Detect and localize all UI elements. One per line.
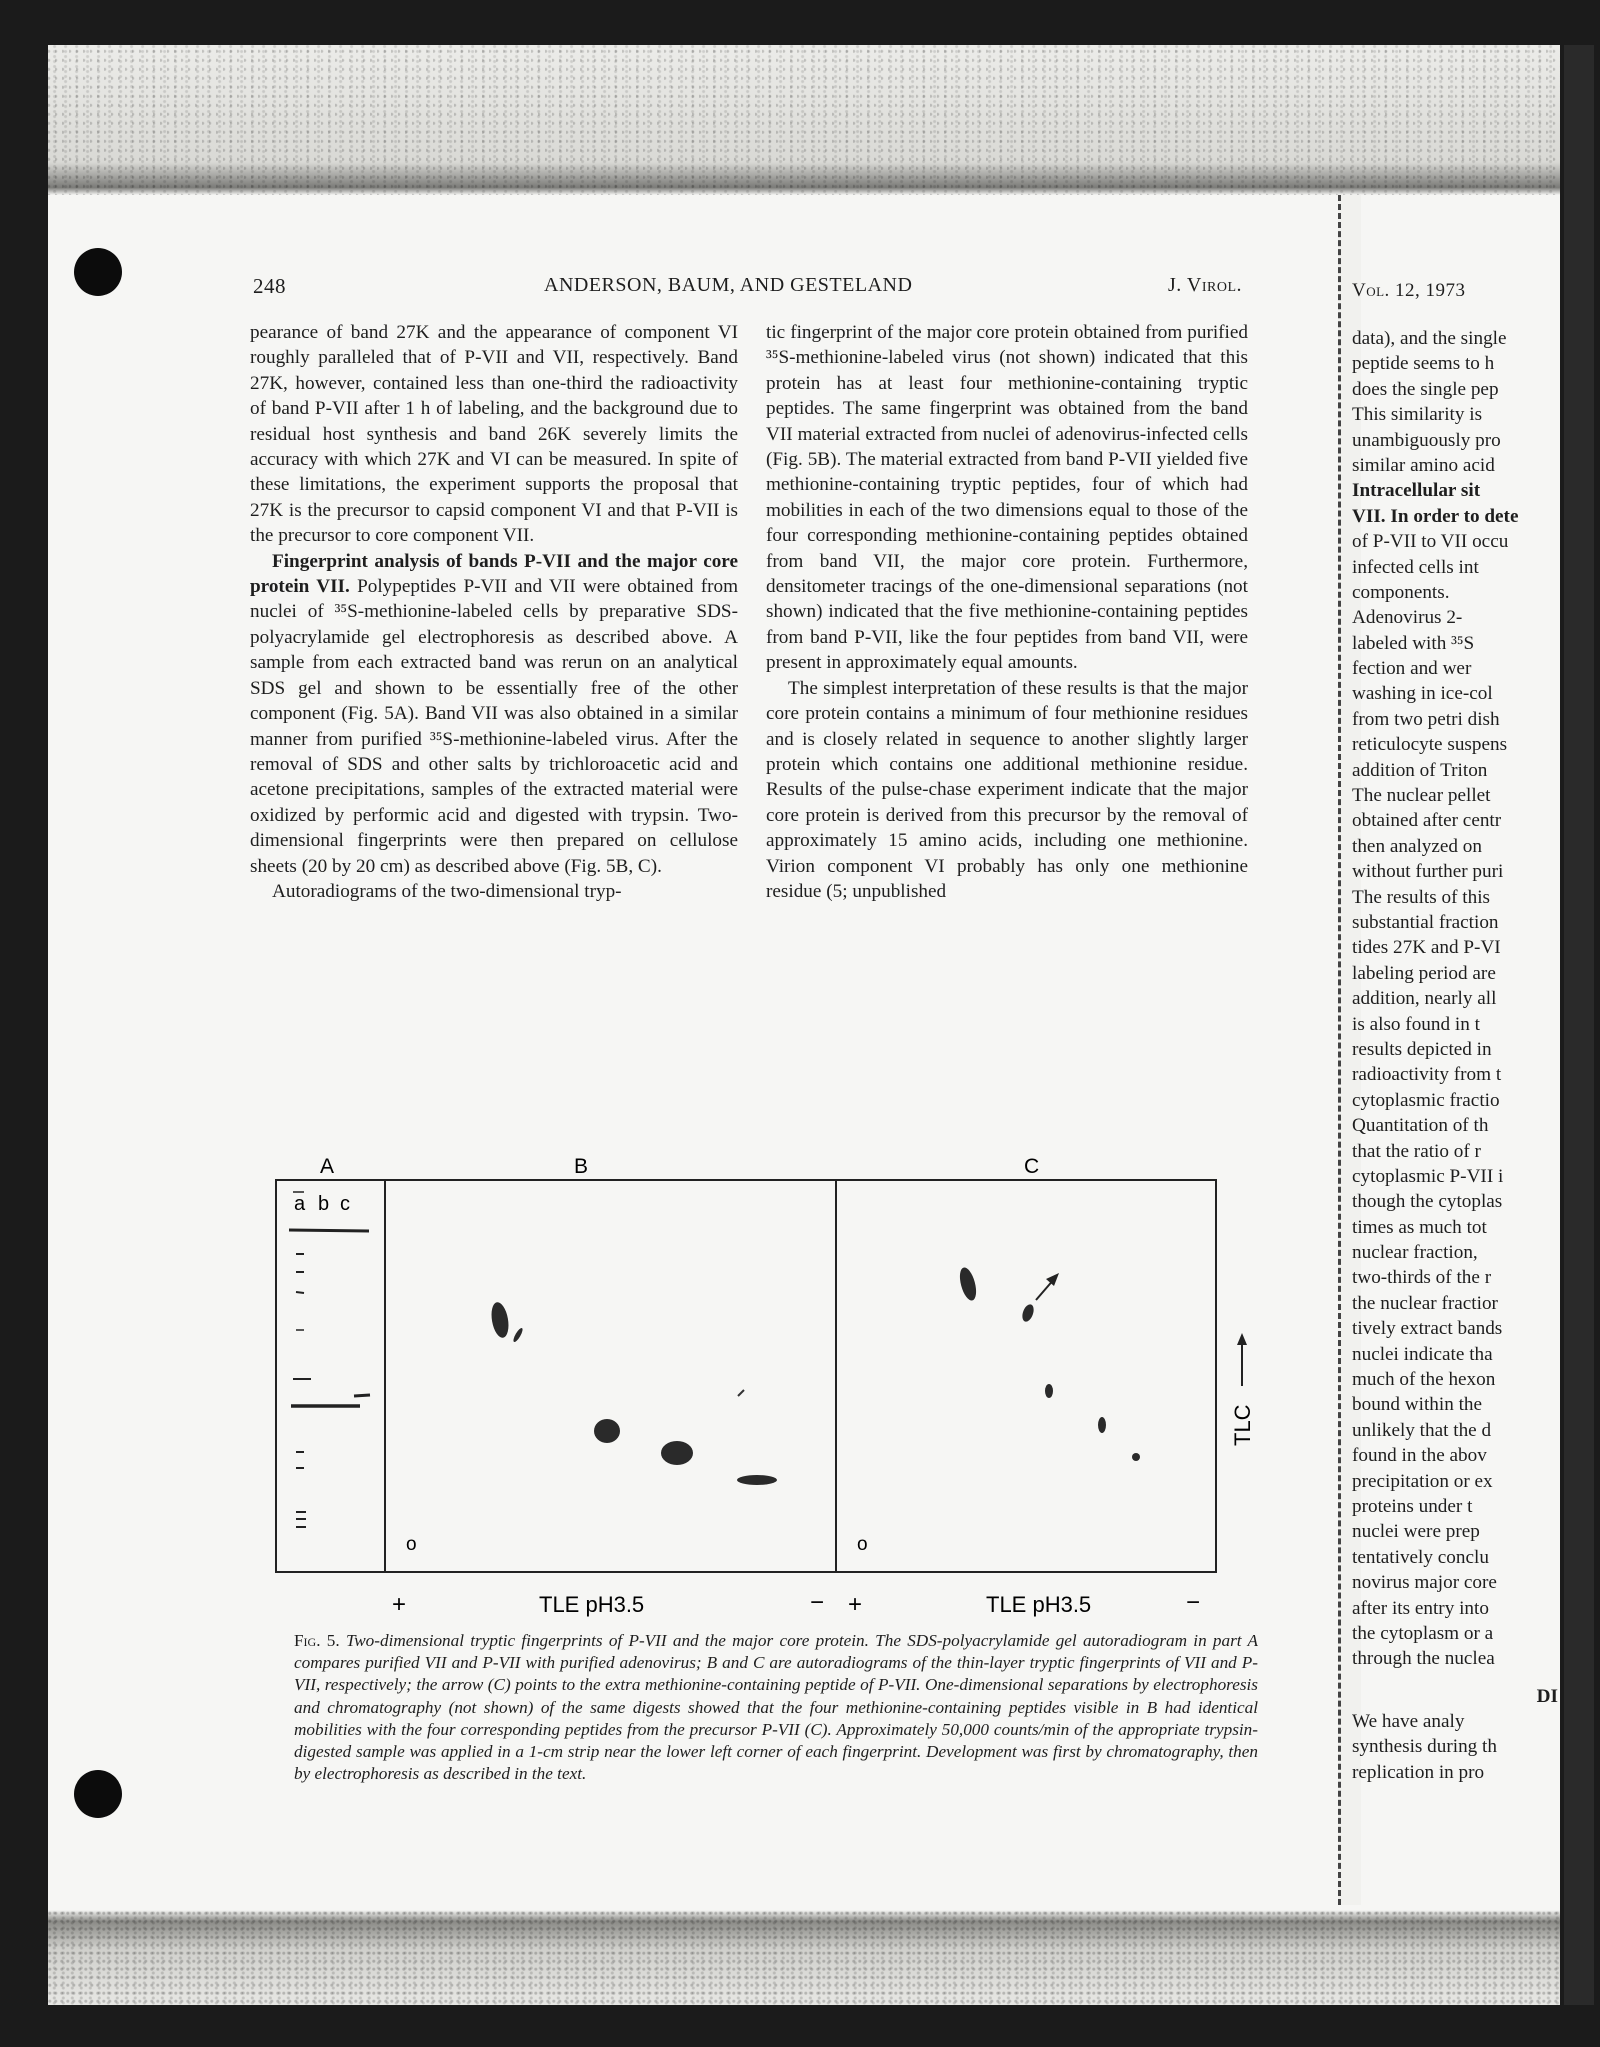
x-axis-label-b: TLE pH3.5 [539, 1592, 645, 1617]
caption-label: Fig. 5. [294, 1631, 340, 1650]
text-line-fragment: synthesis during th [1352, 1736, 1497, 1758]
text-line-fragment: nuclei were prep [1352, 1521, 1480, 1543]
text-line-fragment: data), and the single [1352, 328, 1507, 349]
text-line-fragment: from two petri dish [1352, 708, 1500, 730]
text-line-fragment: washing in ice-col [1352, 683, 1493, 705]
text-line-fragment: of P-VII to VII occu [1352, 531, 1509, 553]
peptide-spot [594, 1419, 620, 1443]
anode-sign-b: + [392, 1591, 407, 1618]
panel-label-c: C [1024, 1155, 1040, 1178]
peptide-spot [957, 1266, 979, 1302]
text-line-fragment: results depicted in [1352, 1038, 1492, 1060]
figure-5-panels [274, 1150, 1255, 1630]
figure-5 [274, 1150, 1255, 1630]
text-line-fragment: found in the abov [1352, 1445, 1487, 1467]
text-line-fragment: nuclear fraction, [1352, 1242, 1478, 1264]
text-line-fragment: much of the hexon [1352, 1369, 1496, 1391]
anode-sign-c: + [848, 1591, 863, 1618]
cathode-sign-c: − [1186, 1589, 1201, 1616]
fingerprint-c-spots [957, 1266, 1140, 1461]
arrow-icon [1036, 1273, 1059, 1300]
text-line-fragment: through the nuclea [1352, 1648, 1495, 1670]
text-line-fragment: Quantitation of th [1352, 1115, 1489, 1137]
text-line-fragment: precipitation or ex [1352, 1470, 1493, 1492]
text-line-fragment: components. [1352, 581, 1450, 603]
text-line-fragment: substantial fraction [1352, 911, 1499, 933]
text-line-fragment: two-thirds of the r [1352, 1267, 1492, 1289]
text-line-fragment: labeled with ³⁵S [1352, 632, 1475, 654]
text-line-fragment: unlikely that the d [1352, 1419, 1492, 1441]
paragraph: tic fingerprint of the major core protein obtained from purified ³⁵S-methionine-labeled virus (not shown) indicated that this protein has at least four methionine-containing tryptic peptides. The same fingerprint was obtained from the band VII material extracted from nuclei of adenovirus-infected cells (Fig. 5B). The material extracted from band P-VII yielded five methionine-containing tryptic peptides, four of which had mobilities in each of the two dimensions equal to those of the four corresponding methionine-containing peptides obtained from band VII, the major core protein. Furthermore, densitometer tracings of the one-dimensional separations (not shown) indicated that the five methionine-containing peptides from band P-VII, like the four peptides from band VII, were present in approximately equal amounts. [766, 322, 1248, 674]
lane-label-c: c [340, 1193, 350, 1215]
right-page-column-fragment [1352, 326, 1562, 1785]
text-line-fragment: addition of Triton [1352, 759, 1488, 781]
text-line-fragment: VII. In order to dete [1352, 505, 1519, 527]
peptide-spot-extra [1020, 1303, 1036, 1323]
peptide-spot [1098, 1417, 1106, 1433]
text-line-fragment: cytoplasmic fractio [1352, 1089, 1500, 1111]
text-line-fragment: bound within the [1352, 1394, 1483, 1416]
paragraph: The simplest interpretation of these results is that the major core protein contains a minimum of four methionine residues and is closely related in sequence to another slightly larger protein which contains one additional methionine residue. Results of the pulse-chase experiment indicate that the major core protein is derived from this precursor by the removal of approximately 15 amino acids, including one methionine. Virion component VI probably has only one methionine residue (5; unpublished [766, 677, 1248, 902]
paragraph: Fingerprint analysis of bands P-VII and the major core protein VII. Polypeptides P-VII and VII were obtained from nuclei of ³⁵S-methionine-labeled cells by preparative SDS-polyacrylamide gel electrophoresis as described above. A sample from each extracted band was rerun on an analytical SDS gel and shown to be essentially free of the other component (Fig. 5A). Band VII was also obtained in a similar manner from purified ³⁵S-methionine-labeled virus. After the removal of SDS and other salts by trichloroacetic acid and acetone precipitations, samples of the extracted material were oxidized by performic acid and digested with trypsin. Two-dimensional fingerprints were then prepared on cellulose sheets (20 by 20 cm) as described above (Fig. 5B, C). [250, 550, 738, 877]
text-line-fragment: labeling period are [1352, 962, 1496, 984]
text-line-fragment: is also found in t [1352, 1013, 1480, 1035]
text-line-fragment: that the ratio of r [1352, 1140, 1481, 1162]
right-page-volume: Vol. 12, 1973 [1352, 280, 1466, 301]
peptide-spot [1045, 1384, 1053, 1398]
panel-label-a: A [320, 1155, 335, 1178]
text-line-fragment: tentatively conclu [1352, 1546, 1489, 1568]
origin-label-c: o [857, 1534, 868, 1555]
text-line-fragment: The nuclear pellet [1352, 785, 1491, 807]
text-line-fragment: reticulocyte suspens [1352, 734, 1508, 756]
text-line-fragment: The results of this [1352, 886, 1491, 908]
peptide-spot [512, 1327, 524, 1343]
middle-text-column [766, 320, 1248, 904]
text-line-fragment: novirus major core [1352, 1572, 1497, 1594]
text-line-fragment: after its entry into [1352, 1597, 1489, 1619]
lane-label-b: b [318, 1193, 330, 1215]
peptide-spot [489, 1301, 511, 1339]
text-line-fragment: addition, nearly all [1352, 988, 1497, 1010]
peptide-spot [737, 1475, 777, 1485]
text-line-fragment: then analyzed on [1352, 835, 1482, 857]
gel-band [289, 1230, 369, 1231]
page-edge [1564, 45, 1594, 2005]
text-line-fragment: does the single pep [1352, 378, 1499, 400]
left-text-column [250, 320, 738, 904]
section-heading: Fingerprint analysis of bands P-VII and the major core protein VII. [250, 550, 738, 598]
text-line-fragment: Intracellular sit [1352, 480, 1481, 502]
peptide-spot [661, 1441, 693, 1465]
fingerprint-b-spots [489, 1301, 777, 1485]
text-line-fragment: replication in pro [1352, 1761, 1485, 1783]
text-line-fragment: though the cytoplas [1352, 1191, 1503, 1213]
paragraph: pearance of band 27K and the appearance of component VI roughly paralleled that of P-VII and VII, respectively. Band 27K, however, contained less than one-third the radioactivity of band P-VII after 1 h of labeling, and the background due to residual host synthesis and band 26K severely limits the accuracy with which 27K and VI can be measured. In spite of these limitations, the experiment supports the proposal that 27K is the precursor to capsid component VI and that P-VII is the precursor to core component VII. [250, 322, 738, 547]
scan-noise-bottom [48, 1910, 1560, 2005]
text-line-fragment: radioactivity from t [1352, 1064, 1502, 1086]
page-number: 248 [253, 274, 286, 298]
gel-band [296, 1292, 304, 1293]
figure-frame [276, 1180, 1216, 1572]
text-line-fragment: nuclei indicate tha [1352, 1343, 1493, 1365]
text-line-fragment: obtained after centr [1352, 810, 1502, 832]
text-line-fragment: Adenovirus 2- [1352, 607, 1463, 629]
text-line-fragment: without further puri [1352, 861, 1504, 883]
text-line-fragment: We have analy [1352, 1711, 1465, 1733]
caption-text: Two-dimensional tryptic fingerprints of P-VII and the major core protein. The SDS-polyacrylamide gel autoradiogram in part A compares purified VII and P-VII with purified adenovirus; B and C are autoradiograms of the thin-layer tryptic fingerprints of VII and P-VII, respectively; the arrow (C) points to the extra methionine-containing peptide of P-VII. One-dimensional separations by electrophoresis and chromatography (not shown) of the same digests showed that the four methionine-containing peptides visible in B had identical mobilities with the four corresponding peptides from the precursor P-VII (C). Approximately 50,000 counts/min of the appropriate trypsin-digested sample was applied in a 1-cm strip near the lower left corner of each fingerprint. Development was first by chromatography, then by electrophoresis as described in the text. [294, 1631, 1259, 1784]
origin-label-b: o [406, 1534, 417, 1555]
running-authors: ANDERSON, BAUM, AND GESTELAND [544, 274, 913, 296]
y-axis-label-tlc: TLC [1230, 1404, 1255, 1446]
peptide-streak [738, 1390, 744, 1396]
journal-name: J. Virol. [1168, 274, 1243, 296]
text-line-fragment: peptide seems to h [1352, 353, 1495, 375]
text-line-fragment: tides 27K and P-VI [1352, 937, 1501, 959]
scan-noise-top [48, 45, 1560, 195]
text-line-fragment: the cytoplasm or a [1352, 1622, 1494, 1644]
peptide-spot [1132, 1453, 1140, 1461]
punch-hole-bottom [74, 1770, 122, 1818]
punch-hole-top [74, 248, 122, 296]
panel-label-b: B [574, 1155, 589, 1178]
figure-caption [294, 1630, 1258, 1785]
cathode-sign-b: − [810, 1589, 825, 1616]
text-line-fragment: times as much tot [1352, 1216, 1487, 1238]
text-line-fragment: cytoplasmic P-VII i [1352, 1165, 1504, 1187]
x-axis-label-c: TLE pH3.5 [986, 1592, 1092, 1617]
text-line-fragment: similar amino acid [1352, 454, 1495, 476]
text-line-fragment: DI [1536, 1685, 1558, 1707]
text-line-fragment: unambiguously pro [1352, 429, 1501, 451]
lane-label-a: a [294, 1193, 306, 1215]
text-line-fragment: fection and wer [1352, 658, 1472, 680]
text-line-fragment: the nuclear fractior [1352, 1292, 1498, 1314]
text-line-fragment: proteins under t [1352, 1495, 1473, 1517]
text-line-fragment: tively extract bands [1352, 1318, 1503, 1340]
text-line-fragment: infected cells int [1352, 556, 1479, 578]
text-line-fragment: This similarity is [1352, 404, 1483, 426]
gel-band [354, 1395, 370, 1396]
gel-bands [289, 1230, 370, 1527]
paragraph: Autoradiograms of the two-dimensional tryp- [272, 880, 622, 902]
